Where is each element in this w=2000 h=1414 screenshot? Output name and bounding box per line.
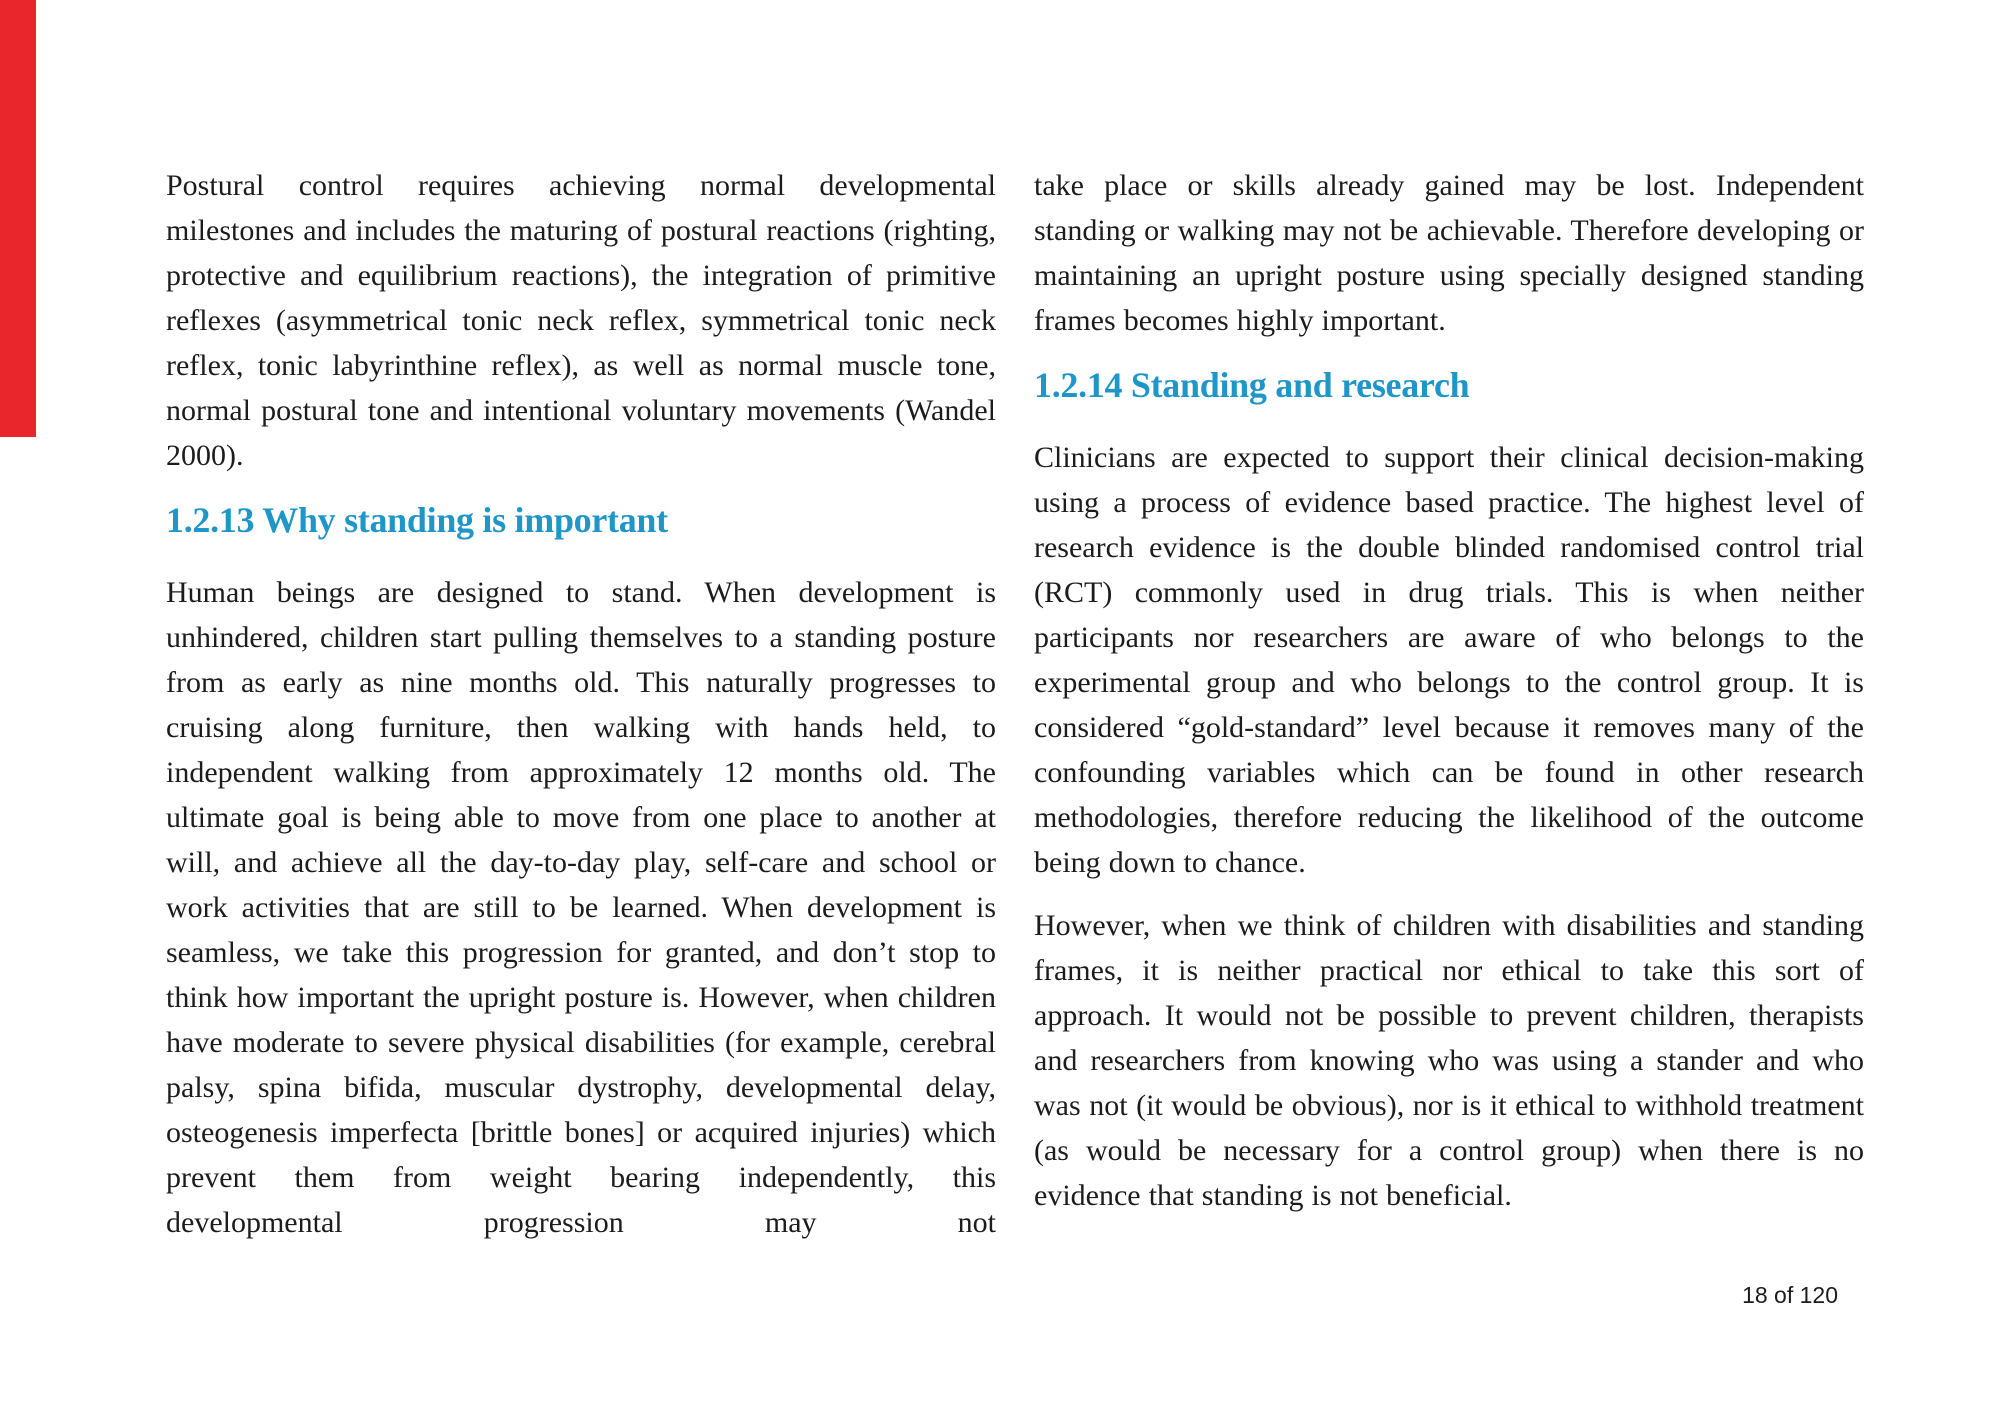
paragraph: Clinicians are expected to support their clinical decision-making using a process of evidence based practice. The highest level of research evidence is the double blinded randomised control trial (RCT) commonly used in drug trials. This is when neither participants nor researchers are aware of who belongs to the experimental group and who belongs to the control group. It is considered “gold-standard” level because it removes many of the confounding variables which can be found in other research methodologies, therefore reducing the likelihood of the outcome being down to chance. — [1034, 441, 1864, 879]
red-marker-bar — [0, 0, 36, 437]
paragraph: However, when we think of children with disabilities and standing frames, it is neither practical nor ethical to take this sort of approach. It would not be possible to prevent children, therapists and researchers from knowing who was using a stander and who was not (it would be obvious), nor is it ethical to withhold treatment (as would be necessary for a control group) when there is no evidence that standing is not beneficial. — [1034, 909, 1864, 1212]
section-heading-1-2-14: 1.2.14 Standing and research — [1034, 365, 1470, 405]
paragraph: Postural control requires achieving normal developmental milestones and includes the maturing of postural reactions (righting, protective and equilibrium reactions), the integration of primitive reflexes (asymmetrical tonic neck reflex, symmetrical tonic neck reflex, tonic labyrinthine reflex), as well as normal muscle tone, normal postural tone and intentional voluntary movements (Wandel 2000). — [166, 169, 996, 472]
paragraph: take place or skills already gained may be lost. Independent standing or walking may not be achievable. Therefore developing or maintaining an upright posture using specially designed standing frames becomes highly important. — [1034, 169, 1864, 337]
section-heading-1-2-13: 1.2.13 Why standing is important — [166, 500, 668, 540]
right-column — [1034, 163, 1864, 1236]
page-number: 18 of 120 — [1742, 1282, 1838, 1308]
paragraph: Human beings are designed to stand. When development is unhindered, children start pulling themselves to a standing posture from as early as nine months old. This naturally progresses to cruising along furniture, then walking with hands held, to independent walking from approximately 12 months old. The ultimate goal is being able to move from one place to another at will, and achieve all the day-to-day play, self-care and school or work activities that are still to be learned. When development is seamless, we take this progression for granted, and don’t stop to think how important the upright posture is. However, when children have moderate to severe physical disabilities (for example, cerebral palsy, spina bifida, muscular dystrophy, developmental delay, osteogenesis imperfecta [brittle bones] or acquired injuries) which prevent them from weight bearing independently, this developmental progression may not — [166, 576, 996, 1239]
left-column — [166, 163, 996, 1263]
